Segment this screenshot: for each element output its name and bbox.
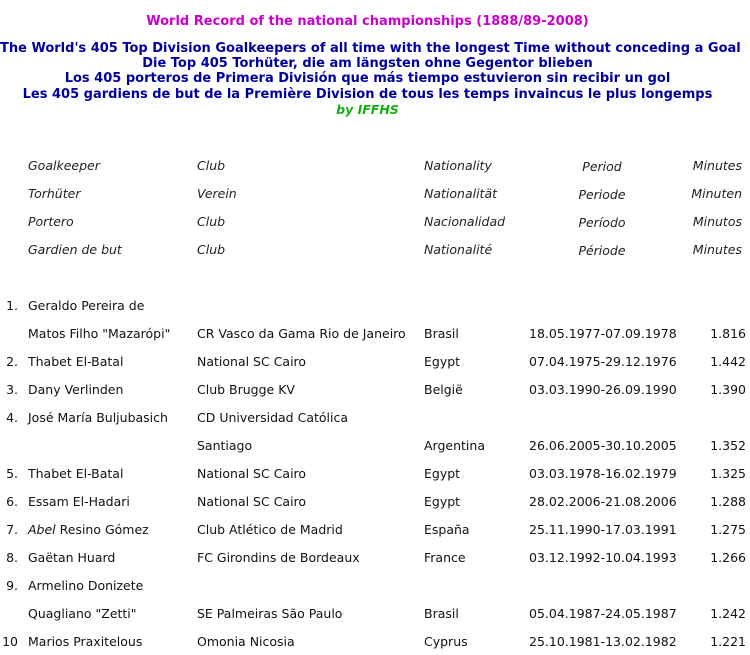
minutes: 1.352 xyxy=(710,438,746,453)
goalkeeper-name: Essam El-Hadari xyxy=(28,494,130,509)
nationality: Argentina xyxy=(424,438,485,453)
nationality: Brasil xyxy=(424,606,459,621)
club-name: CD Universidad Católica xyxy=(197,410,349,425)
header-club: Club xyxy=(197,214,226,229)
period: 03.03.1990-26.09.1990 xyxy=(529,382,677,397)
nationality: Egypt xyxy=(424,354,461,369)
period: 03.03.1978-16.02.1979 xyxy=(529,466,677,481)
goalkeeper-name: Gaëtan Huard xyxy=(28,550,116,565)
header-goalkeeper: Goalkeeper xyxy=(28,158,100,173)
goalkeeper-name: Thabet El-Batal xyxy=(28,354,124,369)
rank-number: 10 xyxy=(2,634,18,649)
club-name: Omonia Nicosia xyxy=(197,634,295,649)
nationality: France xyxy=(424,550,466,565)
header-club: Verein xyxy=(197,186,237,201)
rank-number: 6. xyxy=(6,494,18,509)
subtitle-spanish: Los 405 porteros de Primera División que más tiempo estuvieron sin recibir un gol xyxy=(64,71,671,87)
header-club: Club xyxy=(197,158,226,173)
rank-number: 7. xyxy=(6,522,18,537)
header-nationality: Nationalité xyxy=(424,242,493,257)
nationality: Cyprus xyxy=(424,634,468,649)
minutes: 1.288 xyxy=(710,494,746,509)
period: 26.06.2005-30.10.2005 xyxy=(529,438,677,453)
period: 25.10.1981-13.02.1982 xyxy=(529,634,677,649)
header-club: Club xyxy=(197,242,226,257)
minutes: 1.242 xyxy=(710,606,746,621)
minutes: 1.442 xyxy=(710,354,746,369)
nationality: Brasil xyxy=(424,326,459,341)
period: 28.02.2006-21.08.2006 xyxy=(529,494,677,509)
goalkeeper-name: Matos Filho "Mazarópi" xyxy=(28,326,171,341)
rank-number: 8. xyxy=(6,550,18,565)
period: 18.05.1977-07.09.1978 xyxy=(529,326,677,341)
period: 03.12.1992-10.04.1993 xyxy=(529,550,677,565)
subtitle-block xyxy=(0,41,741,117)
goalkeeper-name xyxy=(28,522,149,537)
goalkeeper-name: Quagliano "Zetti" xyxy=(28,606,137,621)
club-name: Santiago xyxy=(197,438,253,453)
nationality: Egypt xyxy=(424,466,461,481)
subtitle-french: Les 405 gardiens de but de la Première Division de tous les temps invaincus le plus longemps xyxy=(22,86,713,102)
goalkeeper-surname: Resino Gómez xyxy=(55,522,149,537)
goalkeeper-name: Armelino Donizete xyxy=(28,578,144,593)
goalkeeper-first-name: Abel xyxy=(28,522,56,537)
header-minutes: Minutos xyxy=(692,214,742,229)
header-goalkeeper: Portero xyxy=(28,214,74,229)
byline: by IFFHS xyxy=(336,101,399,117)
header-minutes: Minuten xyxy=(691,186,742,201)
header-minutes: Minutes xyxy=(692,158,742,173)
rank-number: 1. xyxy=(6,298,18,313)
club-name: Club Atlético de Madrid xyxy=(197,522,343,537)
club-name: FC Girondins de Bordeaux xyxy=(197,550,360,565)
club-name: National SC Cairo xyxy=(197,494,307,509)
subtitle-english: The World's 405 Top Division Goalkeepers of all time with the longest Time without conceding a Goal xyxy=(0,41,741,56)
period: 07.04.1975-29.12.1976 xyxy=(529,354,677,369)
page-title: World Record of the national championships (1888/89-2008) xyxy=(146,14,589,29)
header-period: Período xyxy=(578,215,626,230)
rank-number: 3. xyxy=(6,382,18,397)
header-period: Period xyxy=(582,159,622,174)
header-minutes: Minutes xyxy=(692,242,742,257)
minutes: 1.816 xyxy=(710,326,746,341)
club-name: National SC Cairo xyxy=(197,466,307,481)
club-name: Club Brugge KV xyxy=(197,382,295,397)
header-nationality: Nacionalidad xyxy=(424,214,506,229)
rank-number: 5. xyxy=(6,466,18,481)
minutes: 1.266 xyxy=(710,550,746,565)
minutes: 1.325 xyxy=(710,466,746,481)
period: 05.04.1987-24.05.1987 xyxy=(529,606,677,621)
rank-number: 2. xyxy=(6,354,18,369)
nationality: België xyxy=(424,382,463,397)
goalkeeper-name: Dany Verlinden xyxy=(28,382,124,397)
club-name: SE Palmeiras São Paulo xyxy=(197,606,343,621)
header-period: Periode xyxy=(578,187,626,202)
header-period: Période xyxy=(578,243,626,258)
minutes: 1.275 xyxy=(710,522,746,537)
goalkeeper-name: Geraldo Pereira de xyxy=(28,298,145,313)
header-nationality: Nationalität xyxy=(424,186,498,201)
minutes: 1.221 xyxy=(710,634,746,649)
goalkeeper-name: Marios Praxitelous xyxy=(28,634,143,649)
minutes: 1.390 xyxy=(710,382,746,397)
subtitle-german: Die Top 405 Torhüter, die am längsten ohne Gegentor blieben xyxy=(142,56,593,72)
club-name: CR Vasco da Gama Rio de Janeiro xyxy=(197,326,406,341)
rank-number: 9. xyxy=(6,578,18,593)
header-goalkeeper: Torhüter xyxy=(28,186,81,201)
header-goalkeeper: Gardien de but xyxy=(28,242,122,257)
club-name: National SC Cairo xyxy=(197,354,307,369)
header-nationality: Nationality xyxy=(424,158,492,173)
nationality: España xyxy=(424,522,470,537)
goalkeeper-name: José María Buljubasich xyxy=(28,410,168,425)
nationality: Egypt xyxy=(424,494,461,509)
rank-number: 4. xyxy=(6,410,18,425)
period: 25.11.1990-17.03.1991 xyxy=(529,522,677,537)
goalkeeper-name: Thabet El-Batal xyxy=(28,466,124,481)
